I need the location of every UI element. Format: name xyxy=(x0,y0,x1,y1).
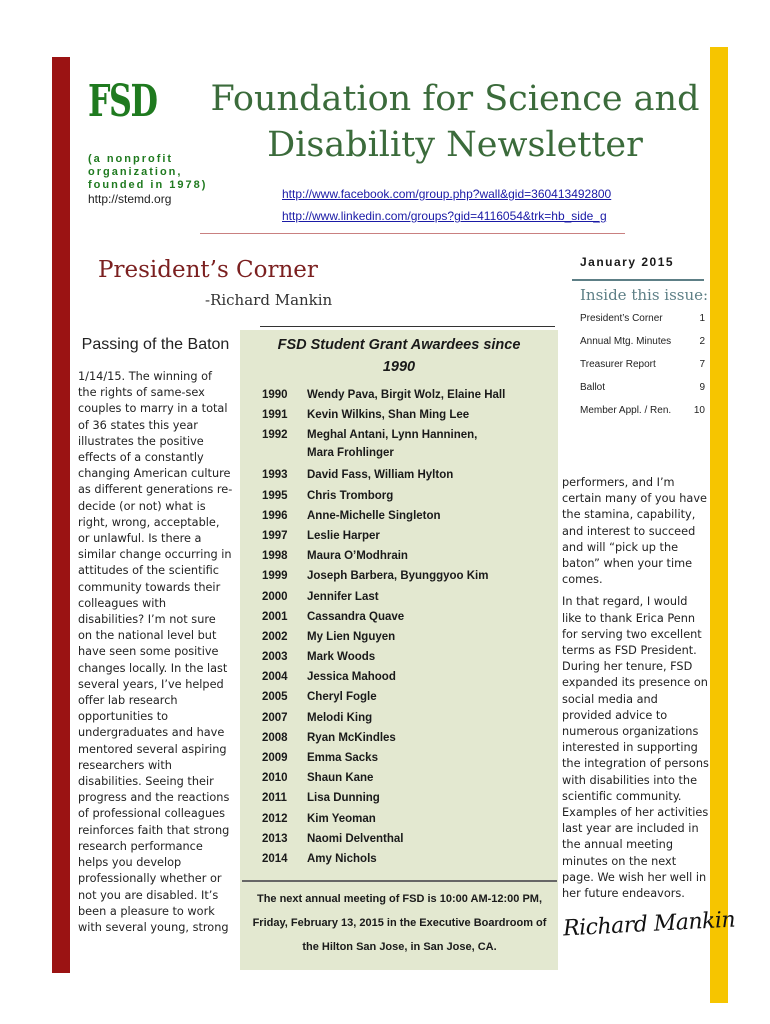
award-names-line-2: Mara Frohlinger xyxy=(307,447,394,460)
award-names: Jessica Mahood xyxy=(307,671,396,684)
toc-item[interactable] xyxy=(580,335,705,358)
award-year: 2011 xyxy=(262,792,287,805)
table-row xyxy=(262,426,552,466)
table-row xyxy=(262,588,552,608)
toc-page: 7 xyxy=(699,359,705,370)
organization-tagline: (a nonprofit organization, founded in 1978) xyxy=(88,153,208,191)
award-year: 1995 xyxy=(262,489,288,502)
award-year: 1990 xyxy=(262,389,288,401)
award-year: 2012 xyxy=(262,812,288,825)
issue-date: January 2015 xyxy=(580,255,675,269)
award-names: Mark Woods xyxy=(307,651,376,664)
award-names: Emma Sacks xyxy=(307,752,378,764)
toc-label: Treasurer Report xyxy=(580,359,656,370)
article-body-left: 1/14/15. The winning of the rights of same-sex couples to marry in a total of 36 states this year illustrates the positive effects of a constantly changing American culture as different generations re-decide (or not) what is right, wrong, acceptable, or unlawful. Is there a similar change occurring in attitudes of the scientific community towards their colleagues with disabilities? I’m not sure on the national level but have seen some positive changes locally. In the last several years, I’ve helped offer lab research opportunities to undergraduates and have mentored several aspiring researchers with disabilities. Seeing their progress and the reactions of professional colleagues reinforces faith that strong research performance helps you develop professionally whether or not you are disabled. It’s been a pleasure to work with several young, strong xyxy=(78,370,233,934)
article-left-column xyxy=(78,334,233,936)
award-names: Shaun Kane xyxy=(307,772,374,785)
facebook-link[interactable]: http://www.facebook.com/group.php?wall&gid=360413492800 xyxy=(282,187,612,201)
award-year: 2014 xyxy=(262,852,288,865)
section-author: -Richard Mankin xyxy=(205,291,333,309)
toc-item[interactable] xyxy=(580,404,705,427)
left-accent-bar xyxy=(52,57,70,973)
award-names: David Fass, William Hylton xyxy=(307,469,454,482)
award-names: Naomi Delventhal xyxy=(307,832,404,845)
award-year: 1991 xyxy=(262,409,288,422)
award-names: Jennifer Last xyxy=(307,590,379,603)
toc-label: Annual Mtg. Minutes xyxy=(580,336,672,347)
article-heading: Passing of the Baton xyxy=(81,336,230,353)
award-year: 2001 xyxy=(262,610,288,623)
award-year: 2007 xyxy=(262,711,288,724)
toc-page: 1 xyxy=(699,313,705,324)
award-year: 2004 xyxy=(262,671,288,684)
table-row xyxy=(262,688,552,708)
award-names: Amy Nichols xyxy=(307,852,377,865)
award-names xyxy=(307,426,552,466)
table-row xyxy=(262,466,552,486)
article-right-column xyxy=(562,475,710,908)
table-row xyxy=(262,527,552,547)
toc-page: 2 xyxy=(699,336,705,347)
award-names: Chris Tromborg xyxy=(307,489,394,502)
award-names: Leslie Harper xyxy=(307,529,380,542)
awardees-top-rule xyxy=(260,326,555,327)
table-row xyxy=(262,648,552,668)
signature: Richard Mankin xyxy=(562,907,736,942)
table-row xyxy=(262,608,552,628)
meeting-divider xyxy=(242,880,557,882)
award-year: 1997 xyxy=(262,529,288,542)
section-title: President’s Corner xyxy=(98,257,318,283)
toc-item[interactable] xyxy=(580,381,705,404)
award-names: My Lien Nguyen xyxy=(307,630,396,643)
award-year: 1993 xyxy=(262,469,288,482)
award-year: 2008 xyxy=(262,731,288,744)
award-year: 1998 xyxy=(262,550,288,563)
fsd-logo: FSD xyxy=(88,76,157,127)
awardees-heading-line-2: 1990 xyxy=(382,359,416,375)
right-accent-bar xyxy=(710,47,728,1003)
table-row xyxy=(262,749,552,769)
table-row xyxy=(262,507,552,527)
table-row xyxy=(262,709,552,729)
awardees-heading xyxy=(258,334,540,378)
award-names: Maura O’Modhrain xyxy=(307,550,408,563)
table-row xyxy=(262,386,552,406)
award-year: 2009 xyxy=(262,752,288,764)
newsletter-title xyxy=(200,76,710,168)
table-row xyxy=(262,729,552,749)
award-year: 2013 xyxy=(262,832,288,845)
award-year: 1992 xyxy=(262,429,288,442)
award-year: 2010 xyxy=(262,772,288,785)
award-names: Melodi King xyxy=(307,711,373,724)
award-year: 2000 xyxy=(262,590,288,603)
toc-label: President’s Corner xyxy=(580,313,663,324)
award-year: 2005 xyxy=(262,691,288,704)
table-row xyxy=(262,628,552,648)
award-names: Joseph Barbera, Byunggyoo Kim xyxy=(307,570,489,583)
table-row xyxy=(262,668,552,688)
table-row xyxy=(262,406,552,426)
meeting-line-1: The next annual meeting of FSD is 10:00 AM-12:00 PM, xyxy=(256,893,543,905)
award-year: 2002 xyxy=(262,630,288,643)
inside-issue-title: Inside this issue: xyxy=(580,286,709,304)
award-names: Cheryl Fogle xyxy=(307,691,377,704)
award-year: 2003 xyxy=(262,651,288,664)
award-names: Cassandra Quave xyxy=(307,610,405,623)
meeting-line-3: the Hilton San Jose, in San Jose, CA. xyxy=(302,941,497,953)
social-links xyxy=(282,183,611,227)
article-body-right-1: performers, and I’m certain many of you have the stamina, capability, and interest to succeed and will “pick up the baton” when your time comes. xyxy=(562,476,707,587)
table-row xyxy=(262,830,552,850)
linkedin-link[interactable]: http://www.linkedin.com/groups?gid=4116054&trk=hb_side_g xyxy=(282,209,607,223)
award-names: Anne-Michelle Singleton xyxy=(307,509,441,522)
table-row xyxy=(262,769,552,789)
award-names: Kim Yeoman xyxy=(307,812,376,825)
awardees-heading-line-1: FSD Student Grant Awardees since xyxy=(277,337,521,353)
table-row xyxy=(262,547,552,567)
award-names: Ryan McKindles xyxy=(307,731,396,744)
meeting-line-2: Friday, February 13, 2015 in the Executive Boardroom of xyxy=(252,917,547,929)
toc-page: 9 xyxy=(699,382,705,393)
award-year: 1996 xyxy=(262,509,288,522)
title-line-2: Disability Newsletter xyxy=(267,125,643,165)
toc-item[interactable] xyxy=(580,358,705,381)
award-names: Kevin Wilkins, Shan Ming Lee xyxy=(307,409,470,422)
toc-label: Member Appl. / Ren. xyxy=(580,405,672,416)
awardees-list xyxy=(262,386,552,870)
header-divider xyxy=(200,233,625,234)
award-year: 1999 xyxy=(262,570,288,583)
sidebar-divider xyxy=(572,279,704,281)
table-row xyxy=(262,850,552,870)
award-names: Lisa Dunning xyxy=(307,792,380,805)
title-line-1: Foundation for Science and xyxy=(210,79,700,119)
table-row xyxy=(262,789,552,809)
toc-page: 10 xyxy=(693,405,705,416)
meeting-announcement xyxy=(244,887,555,959)
award-names-line-1: Meghal Antani, Lynn Hanninen, xyxy=(307,429,478,442)
table-row xyxy=(262,487,552,507)
table-of-contents xyxy=(580,312,705,427)
award-names: Wendy Pava, Birgit Wolz, Elaine Hall xyxy=(307,389,506,401)
table-row xyxy=(262,567,552,587)
toc-item[interactable] xyxy=(580,312,705,335)
website-url[interactable]: http://stemd.org xyxy=(88,192,172,206)
toc-label: Ballot xyxy=(580,382,606,393)
table-row xyxy=(262,810,552,830)
article-body-right-2: In that regard, I would like to thank Erica Penn for serving two excellent terms as FSD President. During her tenure, FSD expanded its presence on social media and provided advice to numerous organizations interested in supporting the integration of persons with disabilities into the scientific community. Examples of her activities last year are included in the annual meeting minutes on the next page. We wish her well in her future endeavors. xyxy=(562,595,709,901)
